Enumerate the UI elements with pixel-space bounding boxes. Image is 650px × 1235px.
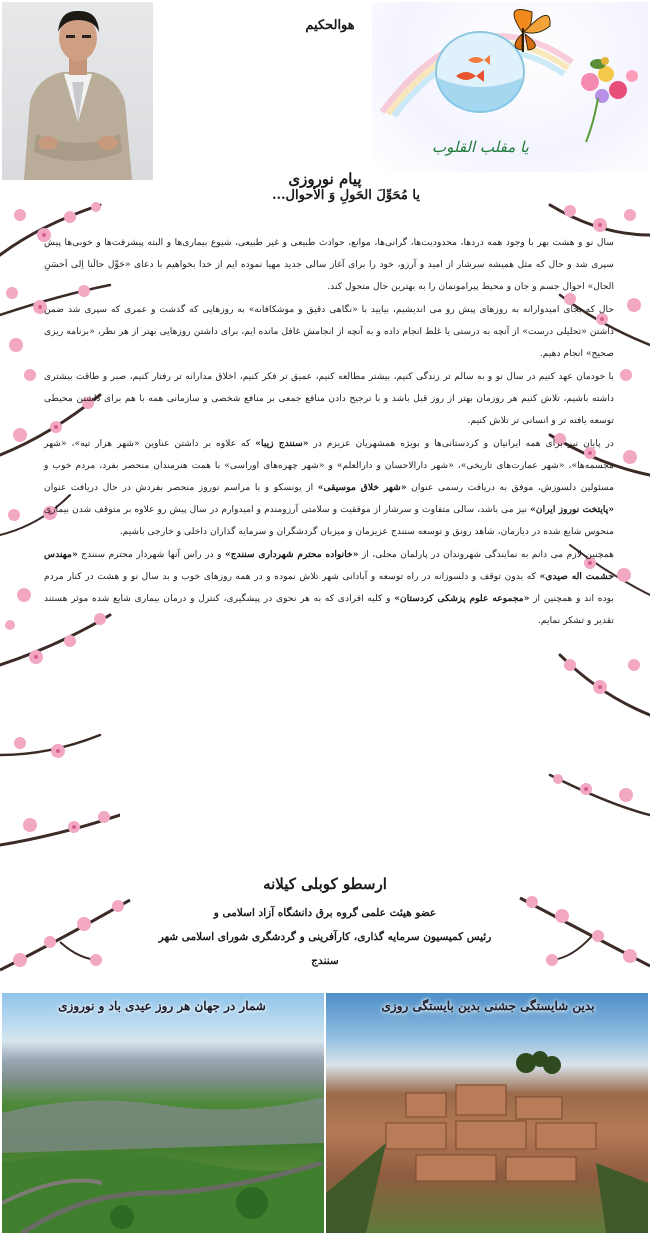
p5-part-a: همچنین لازم می دانم به نمایندگی شهروندان در پارلمان محلی، از	[361, 549, 615, 560]
invocation-text: هوالحکیم	[305, 18, 355, 33]
p4-part-d: نیز می باشد، سالی متفاوت و سرشار از موفقیت و سلامتی آرزومندم و امیدوارم در سال پیش رو علاوه بر متوقف شدن بیماری منحوس شایع شده در دیارمان، شاهد رونق و توسعه سنندج عزیزمان و میزبان گردشگران و سرمایه گذاران داخلی و خارجی باشیم.	[44, 504, 614, 537]
header-decoration	[372, 2, 648, 172]
landscape-illustration	[2, 993, 324, 1233]
signer-role-1: عضو هیئت علمی گروه برق دانشگاه آزاد اسلامی و	[213, 907, 437, 919]
message-paragraph-4	[44, 433, 614, 543]
right-photo-caption: بدین شایستگی جشنی بدین بایستگی روزی	[381, 999, 595, 1013]
highlight-municipality: «خانواده محترم شهرداری سنندج»	[224, 549, 359, 560]
message-body	[44, 232, 614, 633]
village-photo	[326, 993, 648, 1233]
signature-block	[150, 875, 500, 973]
p4-part-a: در پایان نیز برای همه ایرانیان و کردستانی‌ها و بویژه همشهریان عزیزم در	[313, 438, 614, 449]
person-illustration	[2, 2, 153, 180]
highlight-music-city: «شهر خلاق موسیقی»	[317, 482, 407, 493]
page-title: پیام نوروزی	[288, 170, 362, 188]
message-paragraph-5	[44, 544, 614, 632]
p4-part-b: که علاوه بر داشتن عناوین «شهر هزار تپه»، «شهر مجسمه‌ها»، «شهر عمارت‌های تاریخی»، «شهر دارالاحسان و دارالعلم» و «شهر چهره‌های اوراسی» با همت هنرمندان منحصر بفرد، مردم خوب و مسئولین دلسوزش، موفق به دریافت رسمی عنوان	[44, 438, 615, 493]
p5-part-b: و در راس آنها شهردار محترم سنندج	[81, 549, 222, 560]
p4-part-c: از یونسکو و با مراسم نوروز منحصر بفردش در حال دریافت عنوان	[44, 482, 314, 493]
message-paragraph-3: با خودمان عهد کنیم در سال نو و به سالم تر زندگی کنیم، بیشتر مطالعه کنیم، عمیق تر فکر کنیم، اخلاق مدارانه تر رفتار کنیم، صبر و طاقت بیشتری داشته باشیم، تلاش کنیم هر روزمان بهتر از روز قبل باشد و با ترجیح دادن منافع جمعی بر منافع شخصی و سازمانی همه با هم برای داشتن محیطی توسعه یافته تر و انسانی تر تلاش کنیم.	[44, 371, 614, 426]
signer-name: ارسطو کوبلی کیلانه	[263, 875, 387, 893]
message-paragraph-2: حال که بجای امیدوارانه به روزهای پیش رو می اندیشیم، بیایید با «نگاهی دقیق و موشکافانه» به روزهایی که گذشت و عمری که سپری شد ضمن داشتن «تحلیلی درست» از آنچه به درستی یا غلط انجام داده و به آنچه از انجامش غافل مانده ایم، برای داشتن روزهایی بهتر از هر نظر، «برنامه ریزی صحیح» انجام دهیم.	[44, 304, 614, 359]
highlight-mayor: «مهندس حشمت اله صیدی»	[44, 549, 614, 582]
highlight-sanandaj: «سنندج زیبا»	[255, 438, 309, 449]
highlight-medical-sciences: «مجموعه علوم پزشکی کردستان»	[394, 593, 530, 604]
left-photo-caption: شمار در جهان هر روز عیدی باد و نوروزی	[58, 999, 266, 1013]
bottom-right-blossom-icon	[512, 876, 650, 986]
calligraphy-text: یا مقلب القلوب	[432, 138, 529, 156]
p5-part-d: و کلیه افرادی که به هر نحوی در پیشگیری، کنترل و درمان بیماری شایع شده موثر هستند تقدیر و تشکر نمایم.	[44, 593, 614, 626]
highlight-nowruz-capital: «پایتخت نوروز ایران»	[530, 504, 615, 515]
p5-part-c: که بدون توقف و دلسوزانه در راه توسعه و آبادانی شهر تلاش نموده و در همه روزهای خوب و بد سال نو و هشت در کنار مردم بوده اند و همچنین از	[44, 571, 614, 604]
prayer-heading: یا مُحَوِّلَ الحَولِ وَ الأحوال...	[271, 188, 420, 203]
city-landscape-photo	[2, 993, 324, 1233]
bottom-left-blossom-icon	[0, 880, 140, 990]
village-illustration	[326, 993, 648, 1233]
goldfish-bowl-illustration	[372, 2, 648, 172]
portrait-photo	[2, 2, 153, 180]
signer-role-2: رئیس کمیسیون سرمایه گذاری، کارآفرینی و گردشگری شورای اسلامی شهر سنندج	[158, 931, 492, 967]
message-paragraph-1: سال نو و هشت بهر با وجود همه دردها، محدودیت‌ها، گرانی‌ها، موانع، حوادث طبیعی و غیر طبیعی، شیوع بیماری‌ها و البته پیشرفت‌ها و خوبی‌ها پیش سپری شد و حال که مثل همیشه سرشار از امید و آرزو، خود را برای آغاز سالی جدید مهیا نموده ایم از خدا بخواهیم با دعای «حَوِّل حالَنا اِلی اَحسَنِ الحال» احوال جسم و جان و محیط پیرامونمان را به بهترین حال متحول کند.	[44, 237, 614, 292]
